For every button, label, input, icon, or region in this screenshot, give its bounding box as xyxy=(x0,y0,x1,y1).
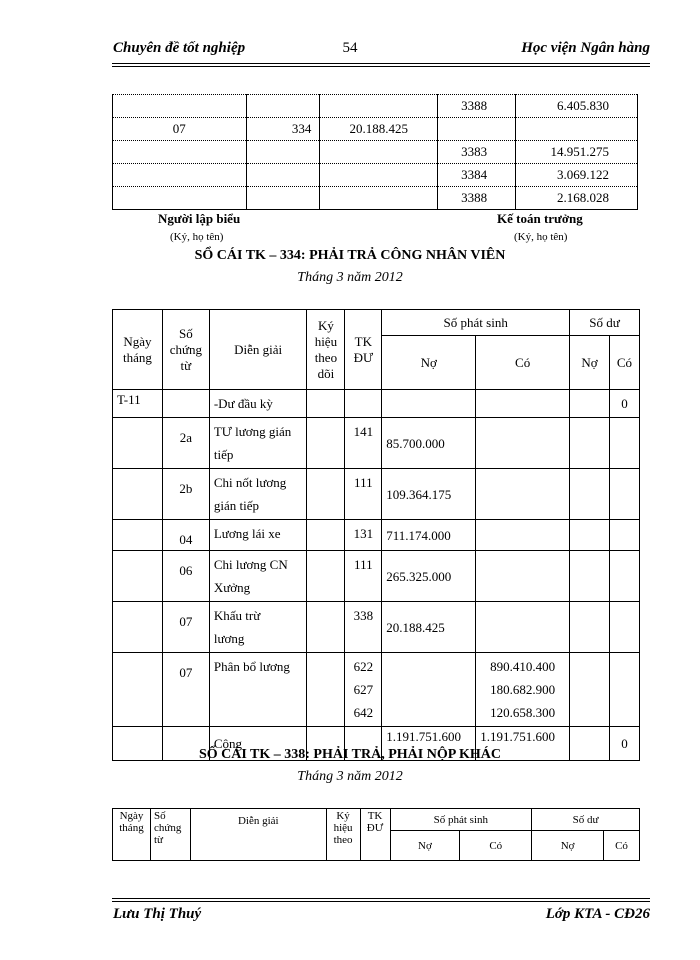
row-acct: 622 627 642 xyxy=(345,653,382,727)
continuation-cell xyxy=(113,141,247,164)
row-acct: 111 xyxy=(345,469,382,520)
header-institution: Học viện Ngân hàng xyxy=(521,40,650,56)
row-debit: 711.174.000 xyxy=(382,520,476,551)
row-bal-credit xyxy=(609,602,639,653)
total-debit: 1.191.751.600 xyxy=(382,727,476,761)
ledger-338-table xyxy=(112,808,640,861)
continuation-cell xyxy=(246,164,320,187)
header-rule xyxy=(112,63,650,64)
ledger-338-col-arising: Số phát sinh xyxy=(390,809,532,831)
row-debit: 109.364.175 xyxy=(382,469,476,520)
row-credit xyxy=(476,469,570,520)
total-bal-credit: 0 xyxy=(609,727,639,761)
row-bal-debit xyxy=(570,390,610,418)
row-sym xyxy=(307,390,345,418)
continuation-cell xyxy=(246,187,320,210)
signature-preparer-sub: (Ký, họ tên) xyxy=(170,231,224,243)
continuation-cell: 14.951.275 xyxy=(516,141,638,164)
total-label: Cộng xyxy=(209,727,307,761)
footer-rule-thin xyxy=(112,901,650,902)
row-sym xyxy=(307,418,345,469)
row-desc: Lương lái xe xyxy=(209,520,307,551)
row-doc xyxy=(162,390,209,418)
row-bal-debit xyxy=(570,653,610,727)
row-bal-debit xyxy=(570,520,610,551)
row-date xyxy=(113,520,163,551)
continuation-cell: 07 xyxy=(113,118,247,141)
row-bal-debit xyxy=(570,469,610,520)
header-page-number: 54 xyxy=(342,40,358,56)
row-debit xyxy=(382,390,476,418)
row-credit xyxy=(476,602,570,653)
signature-preparer-title: Người lập biểu xyxy=(158,211,241,226)
continuation-cell: 3.069.122 xyxy=(516,164,638,187)
continuation-cell xyxy=(246,141,320,164)
row-desc: Chi nốt lương gián tiếp xyxy=(209,469,307,520)
col-debit-header: Nợ xyxy=(382,336,476,390)
row-bal-credit xyxy=(609,551,639,602)
ledger-338-col-bal-credit: Có xyxy=(603,831,639,861)
header-rule-thin xyxy=(112,66,650,67)
signature-chief-accountant-title: Kế toán trưởng xyxy=(497,211,583,226)
continuation-cell xyxy=(438,118,516,141)
header-doc-title: Chuyên đề tốt nghiệp xyxy=(113,40,246,56)
row-desc: -Dư đầu kỳ xyxy=(209,390,307,418)
row-doc: 06 xyxy=(162,551,209,602)
row-bal-debit xyxy=(570,602,610,653)
ledger-row xyxy=(113,551,640,602)
continuation-cell: 3388 xyxy=(438,95,516,118)
row-date: T-11 xyxy=(113,390,163,418)
ledger-row xyxy=(113,418,640,469)
continuation-row xyxy=(113,187,638,210)
row-acct: 131 xyxy=(345,520,382,551)
row-sym xyxy=(307,653,345,727)
row-credit: 890.410.400 180.682.900 120.658.300 xyxy=(476,653,570,727)
continuation-table xyxy=(112,94,638,210)
row-acct: 111 xyxy=(345,551,382,602)
footer-author: Lưu Thị Thuý xyxy=(113,906,202,922)
col-bal-credit-header: Có xyxy=(609,336,639,390)
row-debit: 265.325.000 xyxy=(382,551,476,602)
row-desc: Chi lương CN Xưởng xyxy=(209,551,307,602)
row-sym xyxy=(307,469,345,520)
row-acct: 141 xyxy=(345,418,382,469)
continuation-cell xyxy=(113,95,247,118)
ledger-334-title: SỔ CÁI TK – 334: PHẢI TRẢ CÔNG NHÂN VIÊN xyxy=(194,248,506,263)
ledger-338-col-desc: Diễn giải xyxy=(190,809,326,861)
row-bal-debit xyxy=(570,418,610,469)
ledger-row xyxy=(113,469,640,520)
continuation-cell: 6.405.830 xyxy=(516,95,638,118)
ledger-334-period: Tháng 3 năm 2012 xyxy=(297,270,403,285)
continuation-cell xyxy=(113,187,247,210)
col-balance-header: Số dư xyxy=(570,310,640,336)
row-credit xyxy=(476,418,570,469)
row-date xyxy=(113,653,163,727)
footer-class: Lớp KTA - CĐ26 xyxy=(545,906,650,922)
row-date xyxy=(113,469,163,520)
col-desc-header: Diễn giải xyxy=(209,310,307,390)
row-desc: TƯ lương gián tiếp xyxy=(209,418,307,469)
row-doc: 2a xyxy=(162,418,209,469)
row-bal-debit xyxy=(570,551,610,602)
ledger-338-col-sym: Ký hiệu theo xyxy=(326,809,360,861)
ledger-338-col-acct: TK ĐƯ xyxy=(360,809,390,861)
row-date xyxy=(113,551,163,602)
row-credit xyxy=(476,520,570,551)
row-credit xyxy=(476,390,570,418)
row-doc: 04 xyxy=(162,520,209,551)
continuation-cell xyxy=(320,141,438,164)
continuation-cell: 2.168.028 xyxy=(516,187,638,210)
continuation-cell xyxy=(246,95,320,118)
row-credit xyxy=(476,551,570,602)
row-debit xyxy=(382,653,476,727)
ledger-338-col-credit: Có xyxy=(460,831,532,861)
ledger-row xyxy=(113,602,640,653)
continuation-cell xyxy=(320,164,438,187)
continuation-cell: 3388 xyxy=(438,187,516,210)
ledger-row xyxy=(113,520,640,551)
row-bal-credit: 0 xyxy=(609,390,639,418)
col-bal-debit-header: Nợ xyxy=(570,336,610,390)
ledger-row xyxy=(113,653,640,727)
ledger-338-col-debit: Nợ xyxy=(390,831,460,861)
row-date xyxy=(113,602,163,653)
continuation-cell: 20.188.425 xyxy=(320,118,438,141)
continuation-cell: 3384 xyxy=(438,164,516,187)
col-arising-header: Số phát sinh xyxy=(382,310,570,336)
continuation-row xyxy=(113,141,638,164)
signature-chief-accountant-sub: (Ký, họ tên) xyxy=(514,231,568,243)
continuation-cell xyxy=(320,95,438,118)
row-desc: Phân bổ lương xyxy=(209,653,307,727)
col-doc-header: Số chứng từ xyxy=(162,310,209,390)
row-bal-credit xyxy=(609,520,639,551)
ledger-338-col-date: Ngày tháng xyxy=(113,809,151,861)
row-desc: Khấu trừ lương xyxy=(209,602,307,653)
ledger-row xyxy=(113,390,640,418)
row-acct: 338 xyxy=(345,602,382,653)
total-credit: 1.191.751.600 xyxy=(476,727,570,761)
col-date-header: Ngày tháng xyxy=(113,310,163,390)
ledger-338-col-balance: Số dư xyxy=(532,809,640,831)
row-bal-credit xyxy=(609,418,639,469)
row-doc: 2b xyxy=(162,469,209,520)
col-credit-header: Có xyxy=(476,336,570,390)
col-acct-header: TK ĐƯ xyxy=(345,310,382,390)
row-doc: 07 xyxy=(162,653,209,727)
ledger-338-period: Tháng 3 năm 2012 xyxy=(297,769,403,784)
ledger-334-table xyxy=(112,309,640,761)
continuation-cell xyxy=(320,187,438,210)
continuation-row xyxy=(113,164,638,187)
ledger-338-title: SỔ CÁI TK – 338: PHẢI TRẢ, PHẢI NỘP KHÁC xyxy=(198,747,502,762)
col-sym-header: Ký hiệu theo dõi xyxy=(307,310,345,390)
continuation-cell: 334 xyxy=(246,118,320,141)
row-sym xyxy=(307,551,345,602)
continuation-cell: 3383 xyxy=(438,141,516,164)
row-debit: 85.700.000 xyxy=(382,418,476,469)
continuation-row xyxy=(113,118,638,141)
row-doc: 07 xyxy=(162,602,209,653)
continuation-row xyxy=(113,95,638,118)
row-date xyxy=(113,418,163,469)
row-bal-credit xyxy=(609,469,639,520)
row-sym xyxy=(307,520,345,551)
row-acct xyxy=(345,390,382,418)
continuation-cell xyxy=(516,118,638,141)
row-debit: 20.188.425 xyxy=(382,602,476,653)
continuation-cell xyxy=(113,164,247,187)
footer-rule xyxy=(112,898,650,899)
row-sym xyxy=(307,602,345,653)
ledger-338-col-bal-debit: Nợ xyxy=(532,831,604,861)
row-bal-credit xyxy=(609,653,639,727)
ledger-338-col-doc: Số chứng từ xyxy=(150,809,190,861)
